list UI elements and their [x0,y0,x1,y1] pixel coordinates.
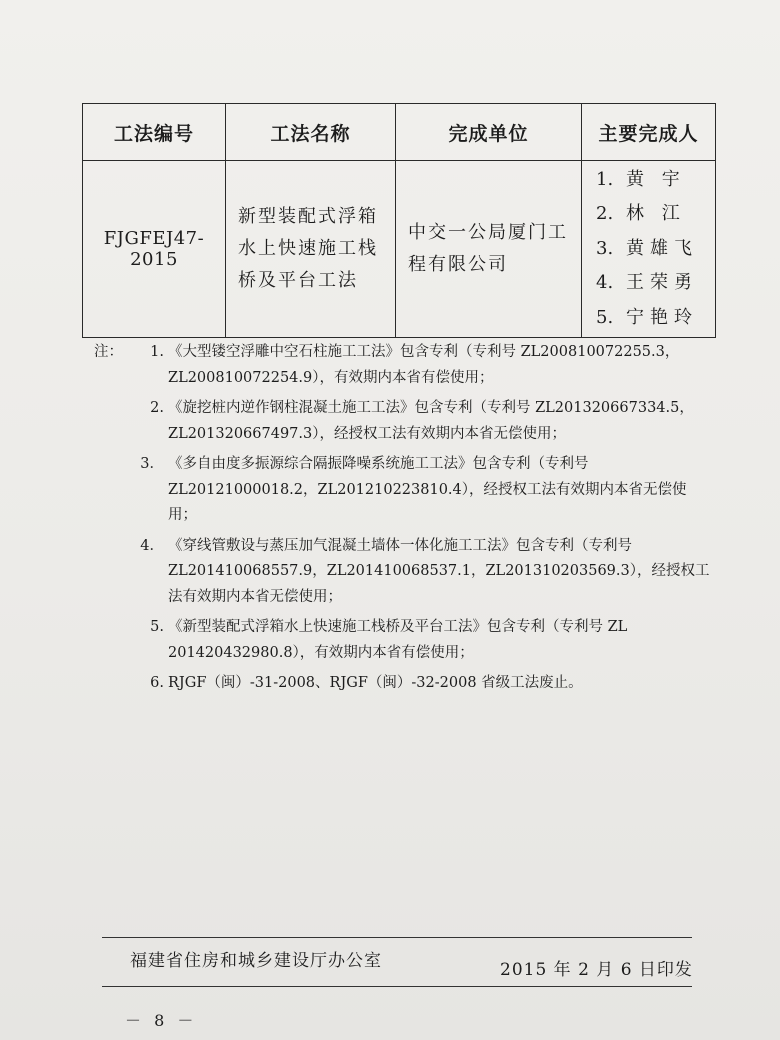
person-item: 4. 王荣勇 [596,272,698,294]
header-people: 主要完成人 [582,104,716,161]
note-item: 3． 《多自由度多振源综合隔振降噪系统施工工法》包含专利（专利号 ZL20121000018.2，ZL201210223810.4），经授权工法有效期内本省无偿使用； [140,456,687,523]
header-name: 工法名称 [226,104,396,161]
note-item: 4． 《穿线管敷设与蒸压加气混凝土墙体一体化施工工法》包含专利（专利号 ZL201410068557.9，ZL201410068537.1，ZL201310203569.3），经授权工法有效期内本省无偿使用； [140,537,710,605]
issue-date: 2015 年 2 月 6 日印发 [500,960,693,980]
people-list [582,161,716,338]
person-item: 3. 黄雄飞 [596,237,698,259]
method-code: FJGFEJ47-2015 [83,161,226,338]
notes-prefix: 注： [94,344,123,360]
person-item: 2. 林 江 [596,203,686,225]
footer-bottom-rule [102,986,692,987]
table-header-row [83,104,716,161]
header-code: 工法编号 [83,104,226,161]
header-unit: 完成单位 [396,104,582,161]
table-row [83,161,716,338]
note-item: 注： 1. 《大型镂空浮雕中空石柱施工工法》包含专利（专利号 ZL200810072255.3， ZL200810072254.9），有效期内本省有偿使用； [94,340,714,391]
note-item: 5. 《新型装配式浮箱水上快速施工栈桥及平台工法》包含专利（专利号 ZL 201420432980.8），有效期内本省有偿使用； [150,619,628,661]
note-item: 6. RJGF（闽）-31-2008、RJGF（闽）-32-2008 省级工法废止。 [150,675,583,691]
person-item: 5. 宁艳玲 [596,306,698,328]
footer-top-rule [102,937,692,938]
page-number: － 8 － [125,1011,198,1030]
notes-section [94,340,714,702]
method-table [82,103,716,338]
person-item: 1. 黄 宇 [596,168,686,190]
completion-unit: 中交一公局厦门工程有限公司 [396,161,582,338]
method-name: 新型装配式浮箱水上快速施工栈桥及平台工法 [226,161,396,338]
issuer: 福建省住房和城乡建设厅办公室 [130,951,382,971]
note-item: 2. 《旋挖桩内逆作钢柱混凝土施工工法》包含专利（专利号 ZL201320667334.5， ZL201320667497.3），经授权工法有效期内本省无偿使用； [150,400,694,442]
